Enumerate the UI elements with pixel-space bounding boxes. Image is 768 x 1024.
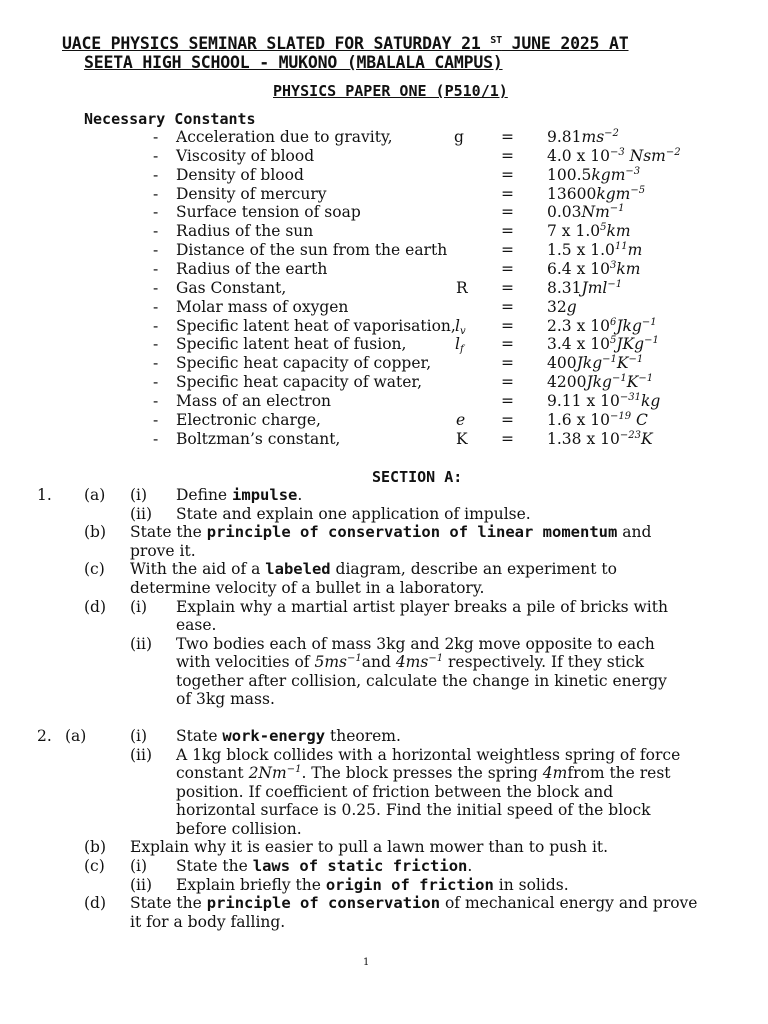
q2-part-c-label: (c)	[84, 857, 105, 875]
q1-part-c-label: (c)	[84, 560, 105, 578]
constant-value: 1.5 x $1.0^{11}m$	[547, 241, 643, 260]
q1-d-ii-text-line4: of 3kg mass.	[176, 690, 275, 708]
q1-a-ii-text: State and explain one application of impulse.	[176, 505, 531, 523]
constant-equals: =	[501, 297, 514, 316]
q2-b-text: Explain why it is easier to pull a lawn mower than to push it.	[130, 838, 609, 856]
constant-name: Viscosity of blood	[176, 146, 315, 165]
constant-bullet: -	[153, 184, 159, 203]
constant-bullet: -	[153, 335, 159, 354]
q1-d-ii-label: (ii)	[130, 635, 153, 653]
q2-a-ii-label: (ii)	[130, 746, 153, 764]
q2-a-ii-text-line4: horizontal surface is 0.25. Find the initial speed of the block	[176, 801, 651, 819]
q2-d-text: State the principle of conservation of mechanical energy and prove	[130, 894, 698, 912]
constant-bullet: -	[153, 429, 159, 448]
constant-bullet: -	[153, 297, 159, 316]
q2-c-i-label: (i)	[130, 857, 148, 875]
header-line-2: SEETA HIGH SCHOOL - MUKONO (MBALALA CAMPUS)	[84, 53, 503, 72]
q1-d-i-label: (i)	[130, 598, 148, 616]
constant-name: Electronic charge,	[176, 410, 321, 429]
constant-equals: =	[501, 335, 514, 354]
q1-d-i-text: Explain why a martial artist player breaks a pile of bricks with	[176, 598, 668, 616]
q1-a-i-label: (i)	[130, 486, 148, 504]
q1-part-d-label: (d)	[84, 598, 107, 616]
constant-symbol: g	[454, 128, 464, 146]
q2-a-ii-text-line3: position. If coefficient of friction between the block and	[176, 783, 614, 801]
q1-d-ii-text: Two bodies each of mass 3kg and 2kg move opposite to each	[176, 635, 655, 653]
constant-name: Density of mercury	[176, 184, 327, 203]
constant-value: 3.4 x $10^5JKg^{-1}$	[547, 335, 659, 354]
constant-value: $4200Jkg^{-1}K^{-1}$	[547, 373, 654, 392]
constant-equals: =	[501, 203, 514, 222]
q1-c-text-line2: determine velocity of a bullet in a laboratory.	[130, 579, 485, 597]
constant-value: 1.6 x $10^{-19}$ C	[547, 410, 648, 429]
constant-name: Density of blood	[176, 165, 304, 184]
constant-equals: =	[501, 259, 514, 278]
constant-bullet: -	[153, 222, 159, 241]
constant-equals: =	[501, 222, 514, 241]
q2-a-ii-text: A 1kg block collides with a horizontal weightless spring of force	[176, 746, 681, 764]
q1-part-b-label: (b)	[84, 523, 107, 541]
constant-value: 6.4 x $10^3km$	[547, 259, 641, 278]
constant-name: Acceleration due to gravity,	[176, 128, 393, 146]
constant-value: 100.5kgm$^{-3}$	[547, 165, 641, 184]
q2-c-ii-text: Explain briefly the origin of friction in solids.	[176, 876, 569, 894]
constant-symbol: e	[456, 410, 466, 429]
q2-part-a-label: (a)	[65, 727, 87, 745]
constant-bullet: -	[153, 203, 159, 222]
constant-bullet: -	[153, 165, 159, 184]
q2-c-ii-label: (ii)	[130, 876, 153, 894]
constant-value: 7 x $1.0^5km$	[547, 222, 631, 241]
constant-name: Specific heat capacity of copper,	[176, 354, 432, 373]
constant-name: Radius of the earth	[176, 259, 328, 278]
constant-equals: =	[501, 128, 514, 146]
constant-name: Specific heat capacity of water,	[176, 373, 423, 392]
constant-value: 13600kgm$^{-5}$	[547, 184, 646, 203]
constant-symbol: $l_v$	[455, 316, 466, 337]
header-line-1: UACE PHYSICS SEMINAR SLATED FOR SATURDAY 21 $^{ST}$ JUNE 2025 AT	[62, 34, 629, 53]
constant-equals: =	[501, 391, 514, 410]
constant-value: 1.38 x $10^{-23}K$	[547, 429, 653, 448]
constant-value: 4.0 x $10^{-3}$ Nsm$^{-2}$	[547, 146, 681, 165]
q2-part-d-label: (d)	[84, 894, 107, 912]
constant-value: 32g	[547, 297, 577, 316]
q2-number: 2.	[37, 727, 52, 745]
constant-equals: =	[501, 429, 514, 448]
constant-name: Radius of the sun	[176, 222, 314, 241]
constant-value: 9.11 x $10^{-31}kg$	[547, 391, 661, 410]
constant-equals: =	[501, 373, 514, 392]
constant-bullet: -	[153, 373, 159, 392]
constant-bullet: -	[153, 354, 159, 373]
q2-a-i-text: State work-energy theorem.	[176, 727, 401, 745]
constant-name: Specific latent heat of vaporisation,	[176, 316, 456, 335]
constant-value: 2.3 x $10^6Jkg^{-1}$	[547, 316, 657, 335]
q1-b-text-line2: prove it.	[130, 542, 196, 560]
q1-c-text: With the aid of a labeled diagram, describe an experiment to	[130, 560, 617, 578]
constant-symbol: K	[456, 429, 468, 448]
constants-heading: Necessary Constants	[84, 110, 256, 128]
constant-bullet: -	[153, 128, 159, 146]
constant-name: Boltzman’s constant,	[176, 429, 341, 448]
q2-c-i-text: State the laws of static friction.	[176, 857, 473, 875]
constant-bullet: -	[153, 241, 159, 260]
constant-name: Molar mass of oxygen	[176, 297, 349, 316]
constant-bullet: -	[153, 146, 159, 165]
constant-equals: =	[501, 316, 514, 335]
q1-a-i-text: Define impulse.	[176, 486, 303, 504]
constant-equals: =	[501, 184, 514, 203]
constant-equals: =	[501, 241, 514, 260]
constant-value: $9.81ms^{-2}$	[547, 128, 619, 146]
constant-bullet: -	[153, 410, 159, 429]
q1-a-ii-label: (ii)	[130, 505, 153, 523]
constant-value: $400Jkg^{-1}K^{-1}$	[547, 354, 644, 373]
constant-name: Gas Constant,	[176, 278, 287, 297]
constant-value: $0.03Nm^{-1}$	[547, 203, 625, 222]
constant-equals: =	[501, 410, 514, 429]
constant-equals: =	[501, 146, 514, 165]
constant-value: 8.31Jml$^{-1}$	[547, 278, 623, 297]
q1-d-ii-text-line3: together after collision, calculate the change in kinetic energy	[176, 672, 667, 690]
paper-title: PHYSICS PAPER ONE (P510/1)	[273, 82, 508, 100]
constant-symbol: $l_f$	[455, 335, 464, 356]
q1-d-i-text-line2: ease.	[176, 616, 217, 634]
q1-number: 1.	[37, 486, 52, 504]
q2-a-ii-text-line2: constant $2Nm^{-1}$. The block presses the spring 4mfrom the rest	[176, 764, 671, 782]
constant-name: Distance of the sun from the earth	[176, 241, 448, 260]
constant-name: Mass of an electron	[176, 391, 332, 410]
q2-a-i-label: (i)	[130, 727, 148, 745]
constant-equals: =	[501, 165, 514, 184]
constant-equals: =	[501, 354, 514, 373]
constant-name: Specific latent heat of fusion,	[176, 335, 407, 354]
page-number: 1	[363, 957, 370, 968]
constant-bullet: -	[153, 259, 159, 278]
q2-a-ii-text-line5: before collision.	[176, 820, 302, 838]
q2-d-text-line2: it for a body falling.	[130, 913, 286, 931]
constant-name: Surface tension of soap	[176, 203, 361, 222]
constant-bullet: -	[153, 278, 159, 297]
constant-symbol: R	[456, 278, 468, 297]
q1-b-text: State the principle of conservation of linear momentum and	[130, 523, 652, 541]
q1-part-a-label: (a)	[84, 486, 106, 504]
q2-part-b-label: (b)	[84, 838, 107, 856]
constant-bullet: -	[153, 316, 159, 335]
constant-bullet: -	[153, 391, 159, 410]
section-a-heading: SECTION A:	[372, 468, 463, 486]
q1-d-ii-text-line2: with velocities of $5ms^{-1}and$ $4ms^{-1}$ respectively. If they stick	[176, 653, 645, 671]
constant-equals: =	[501, 278, 514, 297]
